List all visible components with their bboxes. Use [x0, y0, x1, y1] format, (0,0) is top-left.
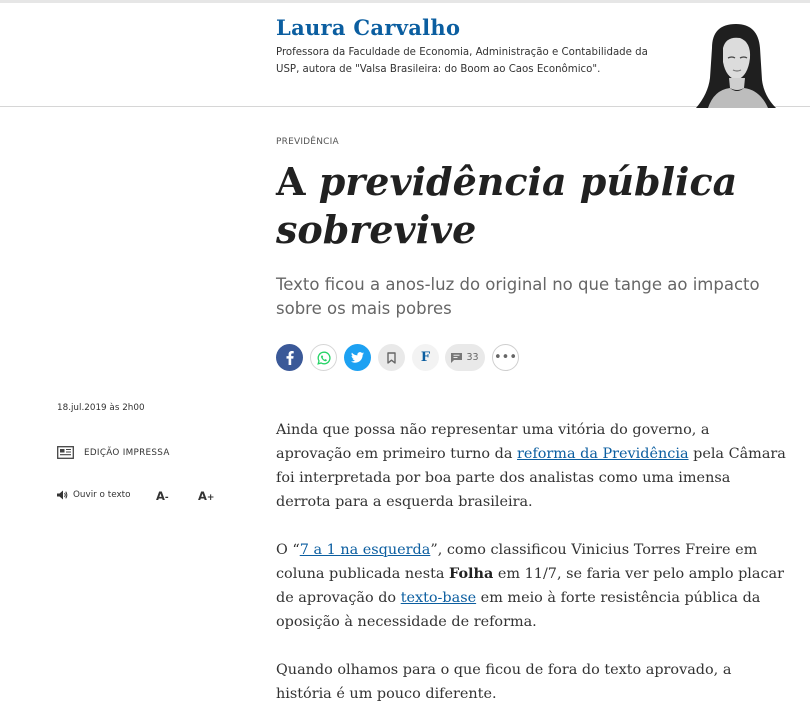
decrease-font-sign: - — [164, 493, 169, 503]
headline-rest: previdência pública sobrevive — [276, 159, 738, 252]
increase-font-letter: A — [198, 489, 207, 503]
speaker-icon — [57, 490, 68, 500]
section-kicker: PREVIDÊNCIA — [276, 137, 339, 147]
bookmark-button[interactable] — [378, 344, 405, 371]
bookmark-icon — [387, 352, 396, 364]
paragraph-2 — [276, 538, 786, 634]
author-name-link[interactable]: Laura Carvalho — [276, 15, 461, 40]
paragraph-text: O “ — [276, 542, 300, 558]
facebook-share-button[interactable] — [276, 344, 303, 371]
facebook-icon — [286, 351, 294, 365]
print-edition-label: EDIÇÃO IMPRESSA — [84, 447, 170, 458]
7-a-1-link[interactable]: 7 a 1 na esquerda — [299, 542, 431, 558]
standfirst: Texto ficou a anos-luz do original no que tange ao impacto sobre os mais pobres — [276, 275, 760, 318]
comment-icon — [451, 353, 462, 363]
publish-date: 18.jul.2019 às 2h00 — [57, 403, 145, 413]
increase-font-button[interactable] — [198, 489, 214, 503]
decrease-font-letter: A — [156, 489, 165, 503]
paragraph-text: Ainda que possa não representar uma vitória do governo, a aprovação em primeiro turno da — [276, 422, 710, 462]
author-photo — [690, 18, 780, 108]
author-bio: Professora da Faculdade de Economia, Administração e Contabilidade da USP, autora de "Valsa Brasileira: do Boom ao Caos Econômico". — [276, 47, 648, 75]
listen-button[interactable] — [57, 490, 131, 500]
print-edition-link[interactable] — [57, 446, 170, 459]
increase-font-sign: + — [206, 493, 215, 503]
headline — [276, 158, 776, 254]
twitter-share-button[interactable] — [344, 344, 371, 371]
paragraph-1 — [276, 418, 786, 514]
listen-label: Ouvir o texto — [73, 490, 131, 500]
paragraph-text: em meio à forte resistência pública da oposição à necessidade de reforma. — [276, 590, 761, 630]
paragraph-text: ”, como classificou Vinicius Torres Freire em coluna publicada nesta — [276, 542, 758, 582]
paragraph-text: pela Câmara foi interpretada por boa parte dos analistas como uma imensa derrota para a esquerda brasileira. — [276, 446, 786, 510]
twitter-icon — [351, 352, 364, 363]
headline-first-word: A — [276, 159, 306, 204]
comments-count: 33 — [466, 352, 479, 363]
folha-bold: Folha — [449, 565, 494, 582]
whatsapp-share-button[interactable] — [310, 344, 337, 371]
paragraph-text: em 11/7, se faria ver pelo amplo placar de aprovação do — [276, 566, 784, 606]
paragraph-3: Quando olhamos para o que ficou de fora do texto aprovado, a história é um pouco diferente. — [276, 662, 732, 702]
reforma-previdencia-link[interactable]: reforma da Previdência — [517, 446, 689, 462]
comments-button[interactable] — [445, 344, 485, 371]
article-body — [276, 418, 786, 716]
folha-gift-button[interactable]: F — [412, 344, 439, 371]
more-options-button[interactable]: ••• — [492, 344, 519, 371]
newspaper-icon — [57, 446, 75, 459]
author-header — [0, 3, 810, 107]
decrease-font-button[interactable] — [156, 489, 169, 503]
texto-base-link[interactable]: texto-base — [400, 590, 477, 606]
whatsapp-icon — [317, 351, 331, 365]
